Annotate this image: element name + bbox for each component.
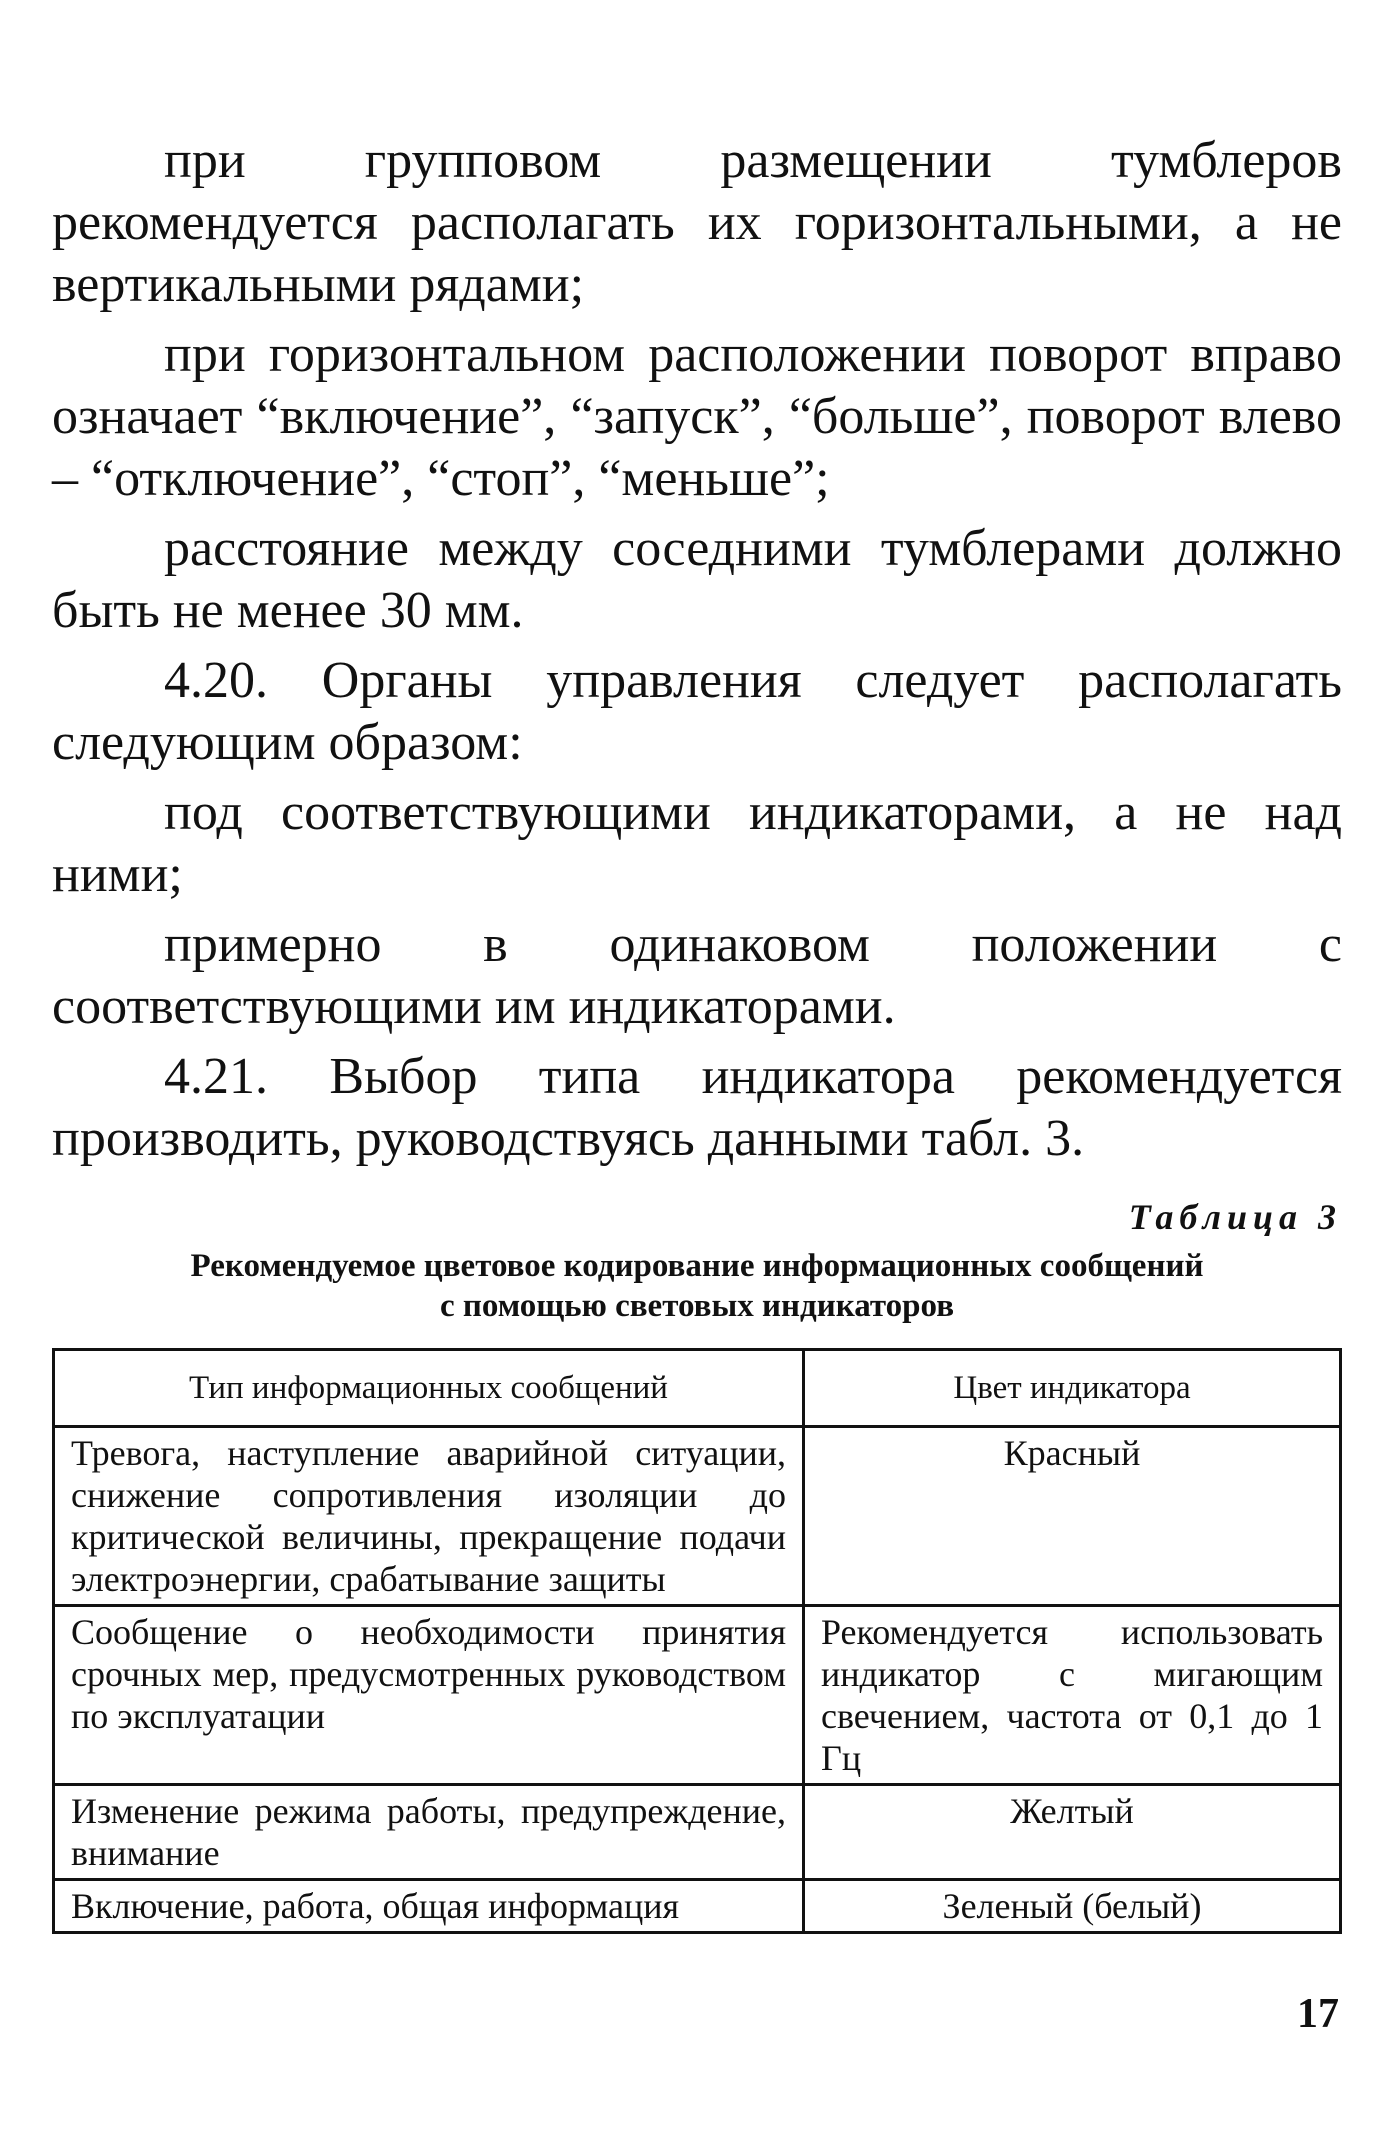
paragraph-section-4-20: 4.20. Органы управления следует располагать следующим образом: (52, 652, 1342, 771)
table-row (54, 1785, 1341, 1880)
cell-message-type: Тревога, наступление аварийной ситуации, снижение сопротивления изоляции до критической величины, прекращение подачи электроэнергии, срабатывание защиты (54, 1427, 804, 1606)
cell-indicator-color: Рекомендуется использовать индикатор с мигающим свечением, частота от 0,1 до 1 Гц (804, 1606, 1341, 1785)
table-title-line-1: Рекомендуемое цветовое кодирование информационных сообщений (190, 1248, 1204, 1284)
document-page (52, 130, 1342, 1934)
paragraph-toggle-grouping: при групповом размещении тумблеров рекомендуется располагать их горизонтальными, а не вертикальными рядами; (52, 132, 1342, 313)
cell-message-type: Изменение режима работы, предупреждение, внимание (54, 1785, 804, 1880)
table-header-row (54, 1350, 1341, 1427)
cell-indicator-color: Красный (804, 1427, 1341, 1606)
cell-message-type: Сообщение о необходимости принятия срочных мер, предусмотренных руководством по эксплуатации (54, 1606, 804, 1785)
paragraph-under-indicators: под соответствующими индикаторами, а не над ними; (52, 784, 1342, 903)
paragraph-toggle-spacing: расстояние между соседними тумблерами должно быть не менее 30 мм. (52, 520, 1342, 639)
indicator-color-table (52, 1348, 1342, 1934)
table-title (52, 1246, 1342, 1326)
paragraph-section-4-21: 4.21. Выбор типа индикатора рекомендуется производить, руководствуясь данными табл. 3. (52, 1048, 1342, 1167)
cell-indicator-color: Зеленый (белый) (804, 1880, 1341, 1933)
table-label: Таблица 3 (1128, 1197, 1342, 1237)
page-number: 17 (1297, 1991, 1339, 2037)
cell-indicator-color: Желтый (804, 1785, 1341, 1880)
table-row (54, 1606, 1341, 1785)
cell-message-type: Включение, работа, общая информация (54, 1880, 804, 1933)
table-row (54, 1880, 1341, 1933)
table-row (54, 1427, 1341, 1606)
header-message-type: Тип информационных сообщений (54, 1350, 804, 1427)
table-title-line-2: с помощью световых индикаторов (439, 1288, 955, 1324)
paragraph-toggle-direction: при горизонтальном расположении поворот вправо означает “включение”, “запуск”, “больше”, поворот влево – “отключение”, “стоп”, “меньше”; (52, 326, 1342, 507)
header-indicator-color: Цвет индикатора (804, 1350, 1341, 1427)
paragraph-same-position: примерно в одинаковом положении с соответствующими им индикаторами. (52, 916, 1342, 1035)
